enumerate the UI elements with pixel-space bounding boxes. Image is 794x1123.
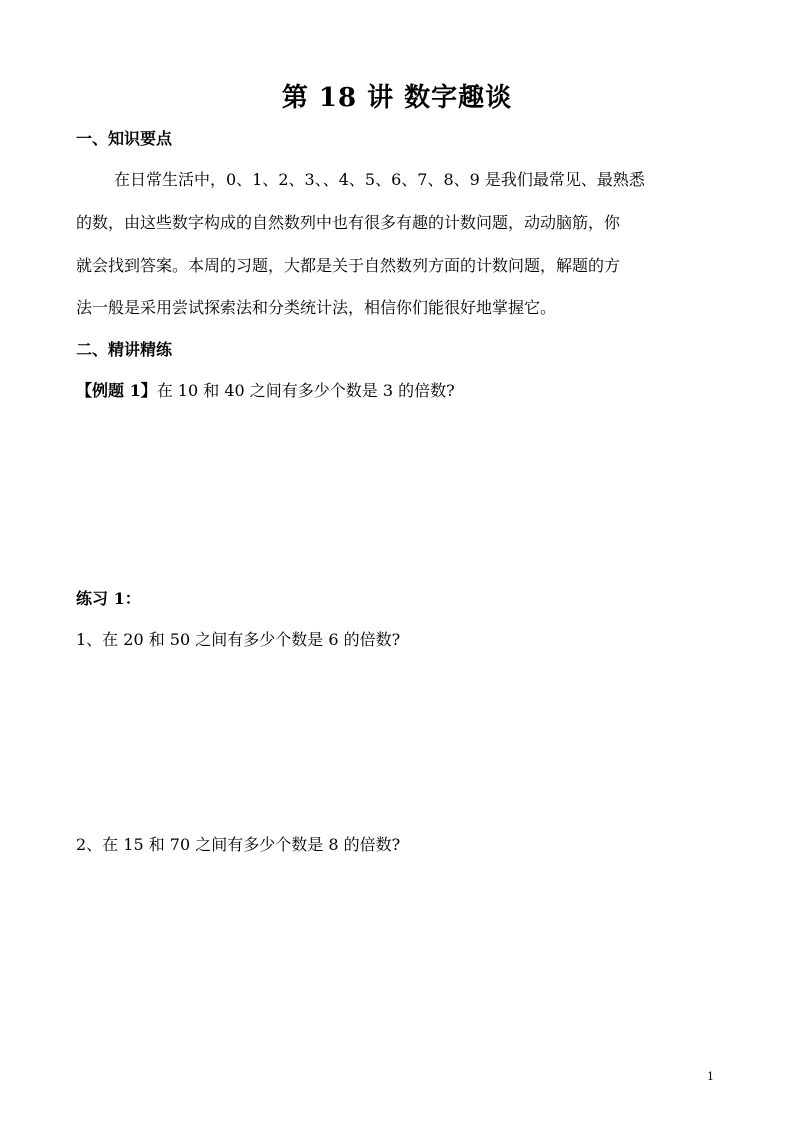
example-question: 在 10 和 40 之间有多少个数是 3 的倍数? — [156, 381, 455, 400]
page-number: 1 — [707, 1070, 714, 1083]
exercise-heading: 练习 1： — [76, 589, 141, 608]
knowledge-paragraph-line: 就会找到答案。本周的习题，大都是关于自然数列方面的计数问题，解题的方 — [76, 256, 621, 275]
exercise-question: 1、在 20 和 50 之间有多少个数是 6 的倍数? — [76, 630, 401, 649]
section-heading-knowledge: 一、知识要点 — [76, 129, 173, 148]
example-label: 【例题 1】 — [76, 381, 157, 400]
page-title: 第 18 讲 数字趣谈 — [281, 83, 513, 113]
section-heading-practice: 二、精讲精练 — [76, 340, 173, 359]
knowledge-paragraph-line: 在日常生活中，0、1、2、3、、4、5、6、7、8、9 是我们最常见、最熟悉 — [114, 170, 645, 189]
knowledge-paragraph-line: 法一般是采用尝试探索法和分类统计法，相信你们能很好地掌握它。 — [76, 298, 557, 317]
knowledge-paragraph-line: 的数，由这些数字构成的自然数列中也有很多有趣的计数问题，动动脑筋，你 — [76, 213, 621, 232]
example-1 — [76, 379, 726, 403]
exercise-question: 2、在 15 和 70 之间有多少个数是 8 的倍数? — [76, 835, 401, 854]
